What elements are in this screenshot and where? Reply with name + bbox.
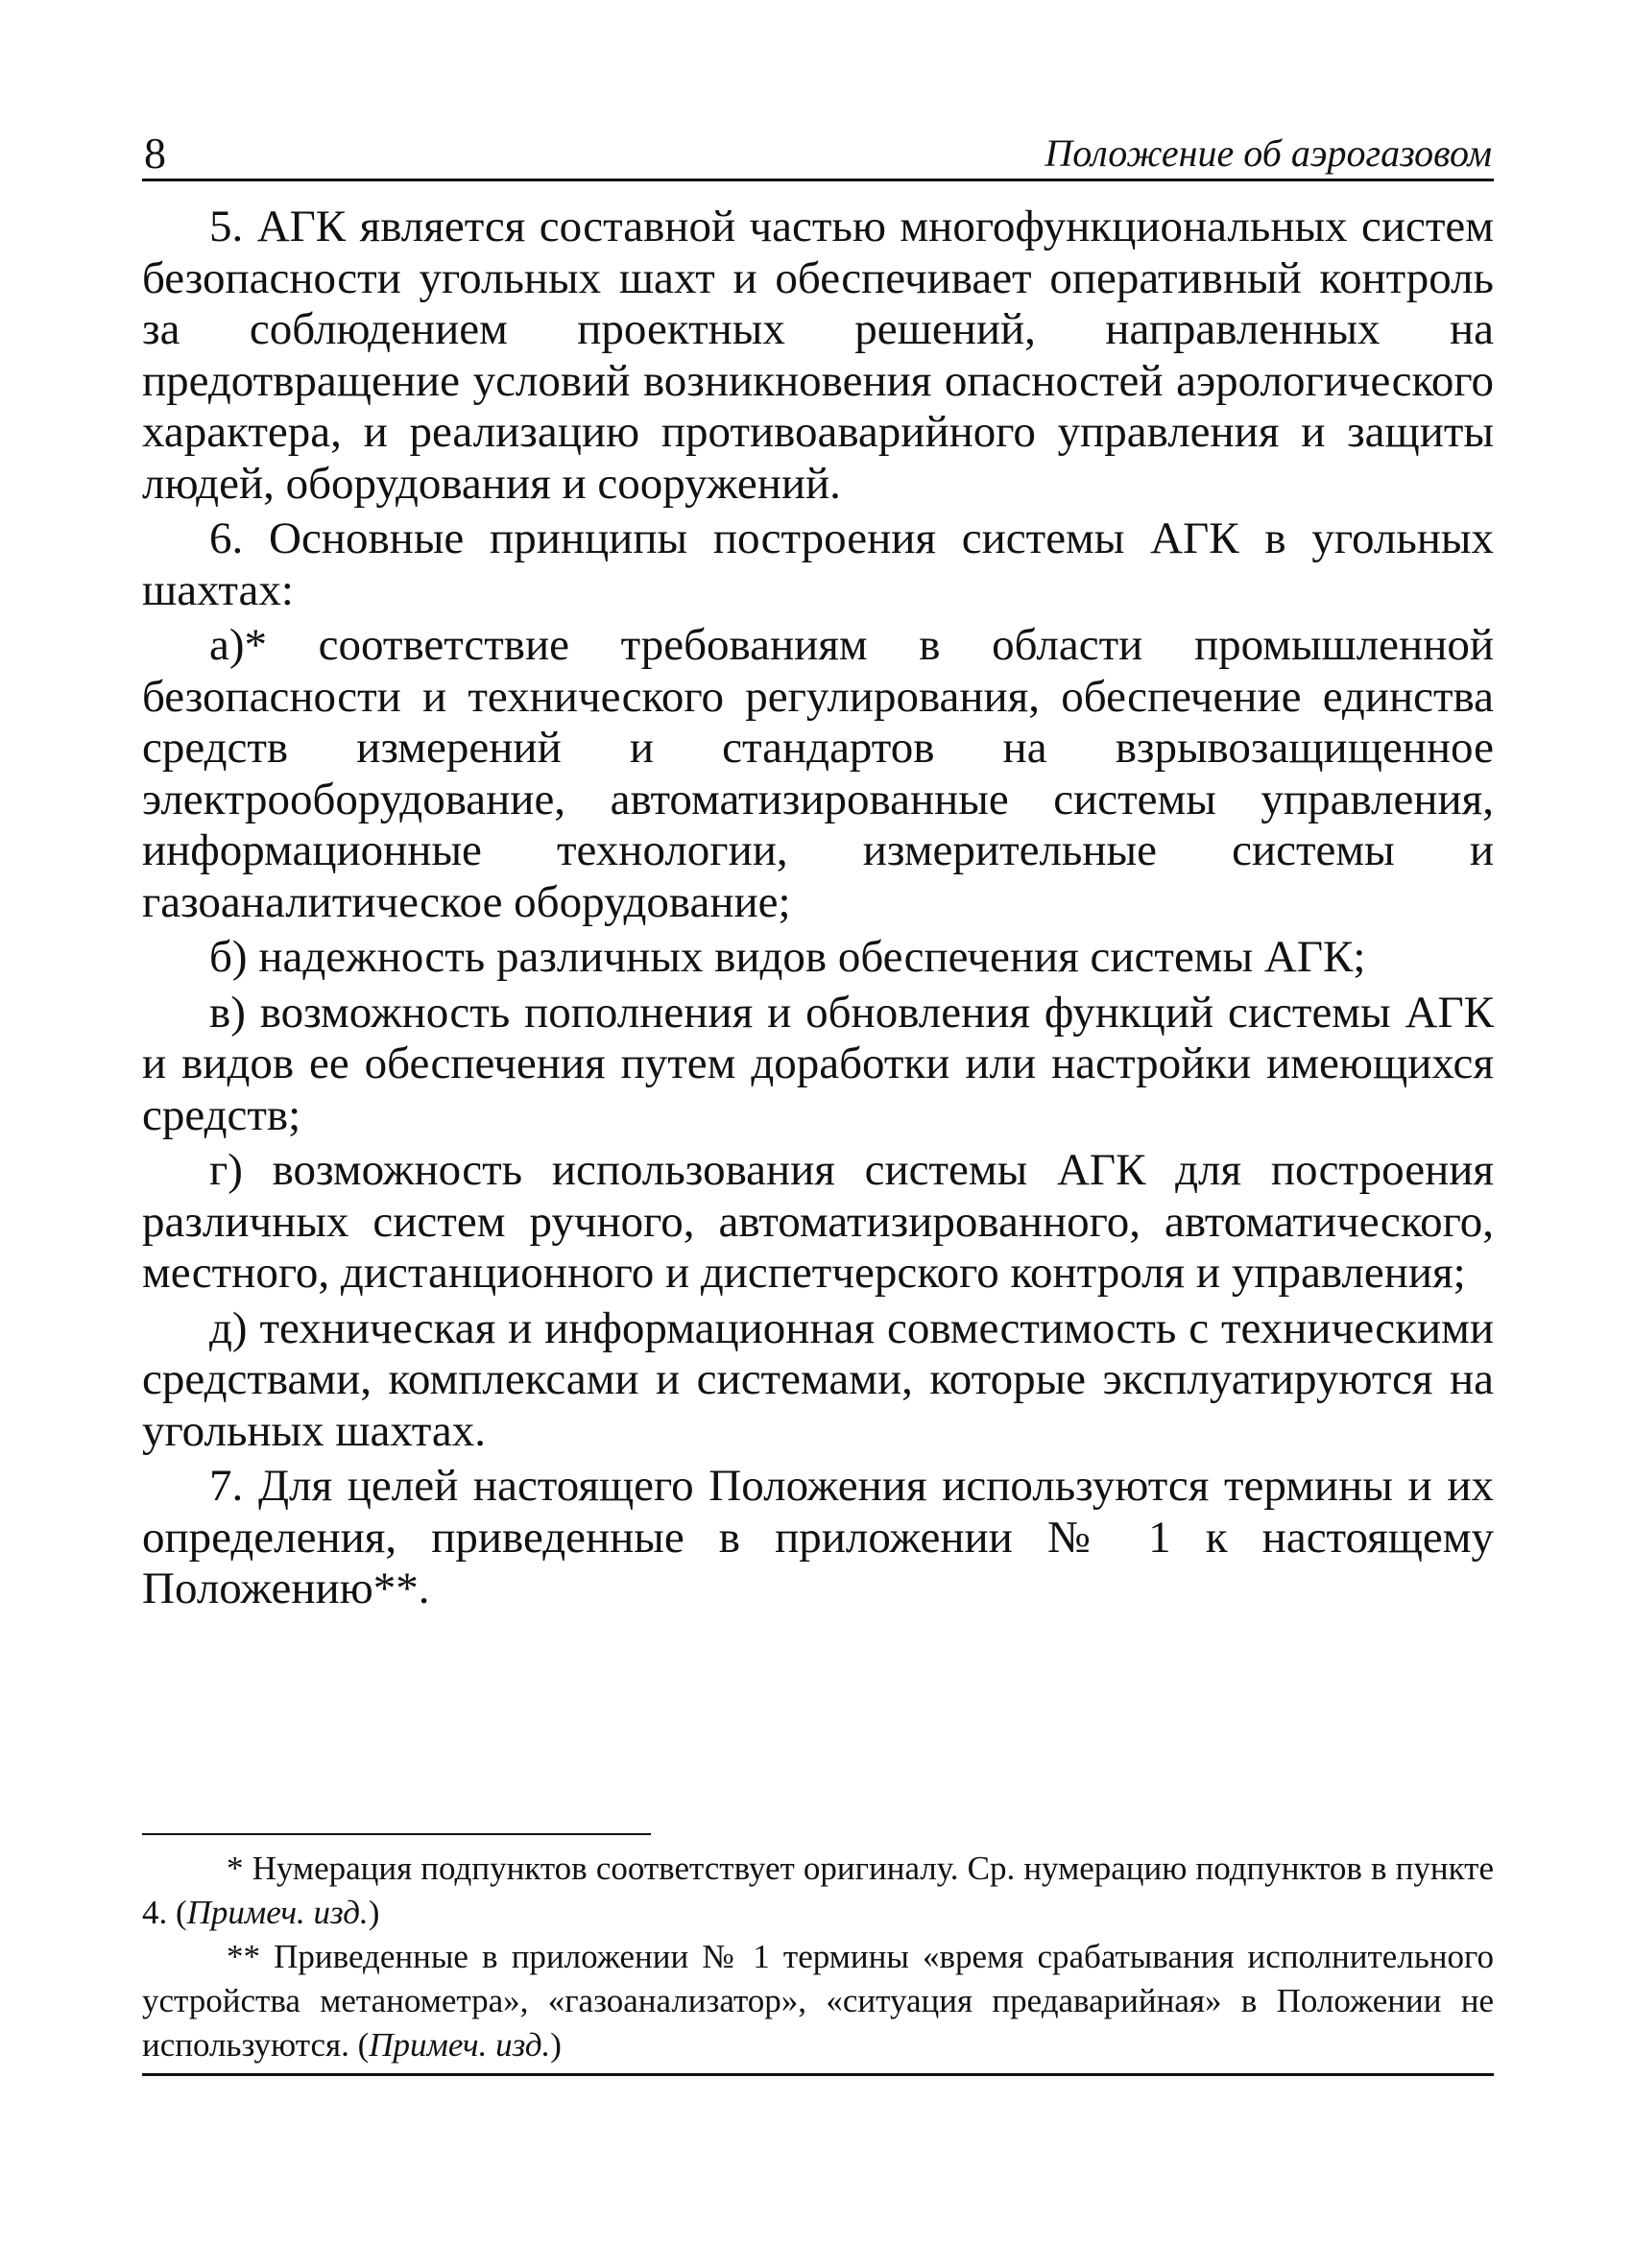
footnote-1-close: ) <box>368 1894 380 1931</box>
footnote-1-text: * Нумерация подпунктов соответствует оригиналу. Ср. нумерацию подпунктов в пункте 4. ( <box>142 1850 1494 1931</box>
footnote-separator <box>142 1833 651 1835</box>
footnote-1 <box>142 1847 1494 1935</box>
paragraph-6v: в) возможность пополнения и обновления функций системы АГК и видов ее обеспечения путем доработки или настройки имеющихся средств; <box>142 987 1494 1140</box>
footnote-2 <box>142 1935 1494 2067</box>
page-number: 8 <box>144 129 166 178</box>
paragraph-6g: г) возможность использования системы АГК для построения различных систем ручного, автоматизированного, автоматического, местного, дистанционного и диспетчерского контроля и управления; <box>142 1145 1494 1298</box>
paragraph-5: 5. АГК является составной частью многофункциональных систем безопасности угольных шахт и обеспечивает оперативный контроль за соблюдением проектных решений, направленных на предотвращение условий возникновения опасностей аэрологического характера, и реализацию противоаварийного управления и защиты людей, оборудования и сооружений. <box>142 202 1494 509</box>
footnote-2-note: Примеч. изд. <box>369 2026 551 2064</box>
paragraph-6d: д) техническая и информационная совместимость с техническими средствами, комплексами и системами, которые эксплуатируются на угольных шахтах. <box>142 1302 1494 1456</box>
paragraph-6b: б) надежность различных видов обеспечения системы АГК; <box>209 932 1366 982</box>
footnote-2-close: ) <box>550 2026 562 2064</box>
paragraph-7: 7. Для целей настоящего Положения используются термины и их определения, приведенные в приложении № 1 к настоящему Положению**. <box>142 1461 1494 1613</box>
footnotes <box>142 1847 1494 2067</box>
running-title: Положение об аэрогазовом <box>1045 131 1492 175</box>
body-text <box>142 202 1494 1615</box>
page-header <box>142 129 1494 181</box>
footnote-1-note: Примеч. изд. <box>186 1894 369 1931</box>
footnote-2-text: ** Приведенные в приложении № 1 термины «время срабатывания исполнительного устройства метанометра», «газоанализатор», «ситуация предаварийная» в Положении не используются. ( <box>142 1938 1494 2064</box>
paragraph-6a: а)* соответствие требованиям в области промышленной безопасности и технического регулирования, обеспечение единства средств измерений и стандартов на взрывозащищенное электрооборудование, автоматизированные системы управления, информационные технологии, измерительные системы и газоаналитическое оборудование; <box>142 620 1494 927</box>
bottom-rule <box>142 2073 1494 2076</box>
paragraph-6: 6. Основные принципы построения системы АГК в угольных шахтах: <box>142 513 1494 615</box>
